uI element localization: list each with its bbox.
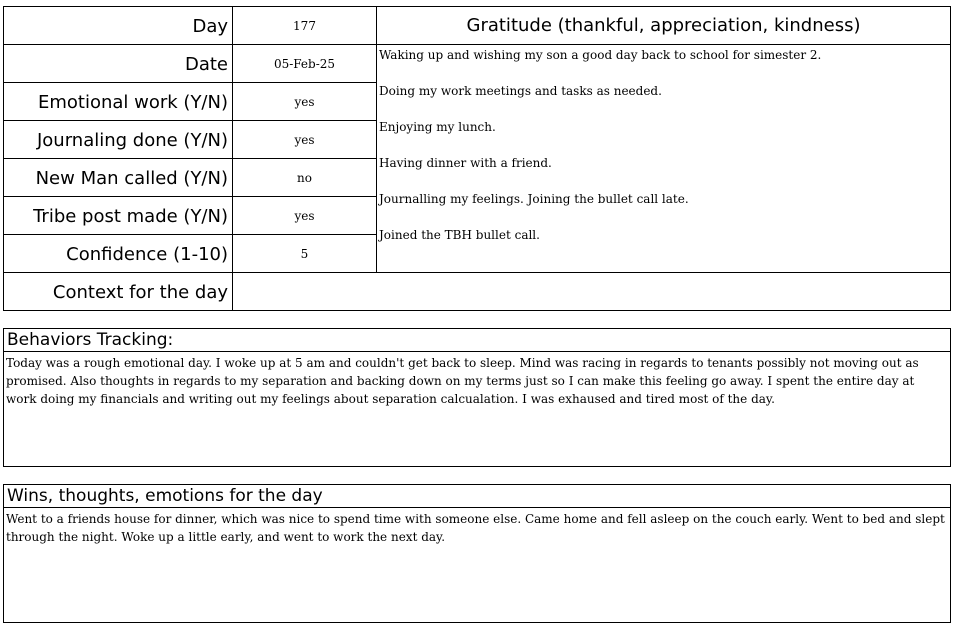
gratitude-item[interactable]: Doing my work meetings and tasks as needed. bbox=[379, 84, 662, 98]
label-confidence: Confidence (1-10) bbox=[66, 243, 228, 265]
value-confidence[interactable]: 5 bbox=[300, 247, 309, 261]
wins-title: Wins, thoughts, emotions for the day bbox=[7, 486, 323, 506]
value-tribe-post-made[interactable]: yes bbox=[294, 209, 315, 223]
label-tribe-post-made: Tribe post made (Y/N) bbox=[33, 205, 228, 227]
value-date[interactable]: 05-Feb-25 bbox=[273, 57, 336, 71]
gratitude-title: Gratitude (thankful, appreciation, kindness) bbox=[466, 15, 861, 36]
label-day: Day bbox=[192, 15, 228, 37]
value-context[interactable] bbox=[233, 273, 953, 311]
label-emotional-work: Emotional work (Y/N) bbox=[37, 91, 228, 113]
label-context: Context for the day bbox=[52, 281, 228, 303]
value-new-man-called[interactable]: no bbox=[297, 171, 312, 185]
value-day[interactable]: 177 bbox=[293, 19, 316, 33]
gratitude-item[interactable]: Journalling my feelings. Joining the bullet call late. bbox=[379, 192, 689, 206]
behaviors-title-divider bbox=[3, 351, 951, 352]
gratitude-item[interactable]: Joined the TBH bullet call. bbox=[379, 228, 540, 242]
value-emotional-work[interactable]: yes bbox=[294, 95, 315, 109]
label-new-man-called: New Man called (Y/N) bbox=[35, 167, 228, 189]
label-journaling-done: Journaling done (Y/N) bbox=[36, 129, 228, 151]
gratitude-item[interactable]: Waking up and wishing my son a good day back to school for simester 2. bbox=[379, 48, 822, 62]
wins-text[interactable]: Went to a friends house for dinner, which was nice to spend time with someone else. Came home and fell asleep on the couch early. Went to bed and slept through the night. Woke up a little early, and went to work the next day. bbox=[6, 512, 945, 544]
behaviors-title: Behaviors Tracking: bbox=[7, 330, 174, 350]
divider-value-gratitude bbox=[376, 6, 377, 273]
gratitude-item[interactable]: Enjoying my lunch. bbox=[379, 120, 496, 134]
gratitude-item[interactable]: Having dinner with a friend. bbox=[379, 156, 552, 170]
value-journaling-done[interactable]: yes bbox=[294, 133, 315, 147]
wins-title-divider bbox=[3, 507, 951, 508]
label-date: Date bbox=[184, 53, 228, 75]
behaviors-text[interactable]: Today was a rough emotional day. I woke up at 5 am and couldn't get back to sleep. Mind was racing in regards to tenants possibly not moving out as promised. Also thoughts in regards to my separation and backing down on my terms just so I can make this feeling go away. I spent the entire day at work doing my financials and writing out my feelings about separation calcualation. I was exhaused and tired most of the day. bbox=[6, 356, 919, 406]
gratitude-title-divider bbox=[376, 44, 951, 45]
